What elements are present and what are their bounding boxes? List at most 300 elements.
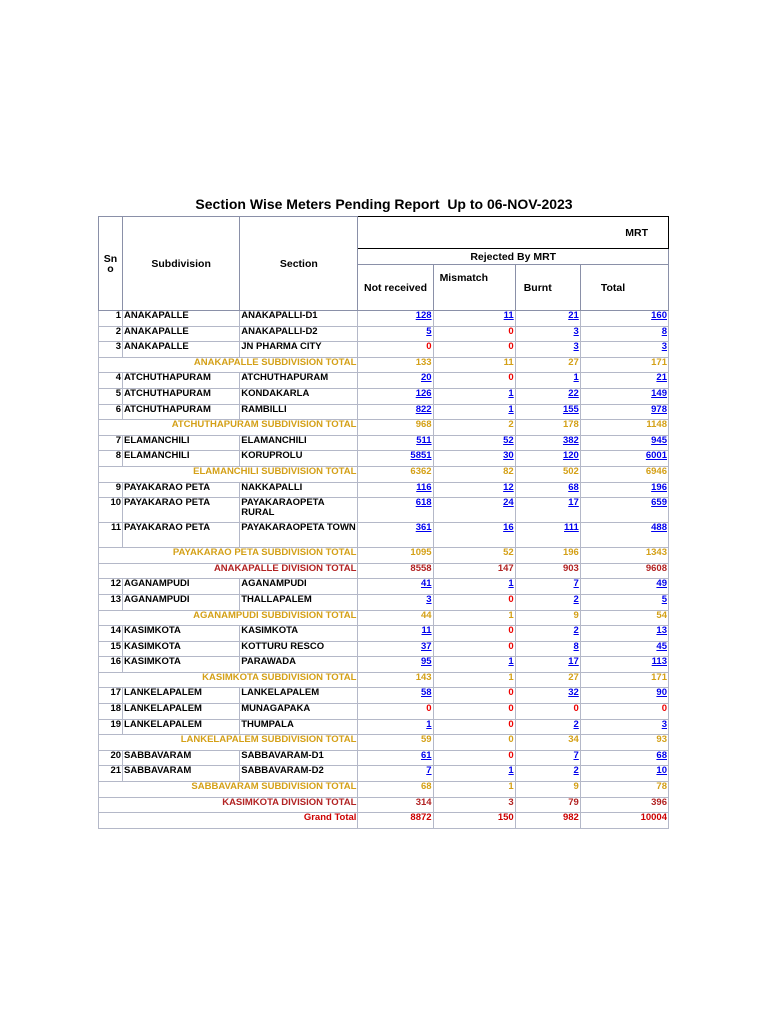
cell-not-received — [358, 342, 433, 358]
row-section: ANAKAPALLI-D2 — [240, 326, 358, 342]
total-label: Grand Total — [99, 813, 358, 829]
total-total: 1343 — [580, 548, 668, 564]
zero-value: 0 — [508, 750, 514, 761]
zero-value: 0 — [426, 703, 432, 715]
row-sno: 3 — [99, 342, 123, 358]
subdivision-total-row — [99, 672, 669, 688]
row-subdivision: ANAKAPALLE — [123, 326, 240, 342]
value-link[interactable]: 2 — [573, 719, 579, 730]
cell-mismatch — [433, 594, 515, 610]
total-label: KASIMKOTA SUBDIVISION TOTAL — [99, 672, 358, 688]
cell-total — [580, 641, 668, 657]
value-link[interactable]: 49 — [656, 578, 667, 590]
header-mrt: MRT — [358, 217, 669, 249]
table-row — [99, 766, 669, 782]
cell-mismatch — [433, 523, 515, 548]
value-link[interactable]: 120 — [562, 450, 579, 462]
cell-not-received — [358, 498, 433, 523]
value-link[interactable]: 58 — [420, 687, 432, 699]
value-link[interactable]: 382 — [562, 435, 579, 446]
total-mismatch: 150 — [433, 813, 515, 829]
row-sno: 1 — [99, 311, 123, 327]
cell-not-received — [358, 482, 433, 498]
row-subdivision: KASIMKOTA — [123, 657, 240, 673]
value-link[interactable]: 68 — [656, 750, 667, 761]
total-label: PAYAKARAO PETA SUBDIVISION TOTAL — [99, 548, 358, 564]
row-section: ELAMANCHILI — [240, 435, 358, 451]
header-mismatch: Mismatch — [433, 265, 515, 311]
row-section: KONDAKARLA — [240, 388, 358, 404]
value-link[interactable]: 32 — [568, 687, 579, 699]
row-subdivision: PAYAKARAO PETA — [123, 498, 240, 523]
value-link[interactable]: 6001 — [645, 450, 667, 462]
total-mismatch: 1 — [433, 672, 515, 688]
value-link[interactable]: 111 — [564, 522, 579, 534]
value-link[interactable]: 17 — [568, 656, 579, 668]
value-link[interactable]: 17 — [568, 497, 579, 509]
total-total: 9608 — [580, 563, 668, 579]
division-total-row — [99, 563, 669, 579]
value-link[interactable]: 11 — [503, 310, 514, 321]
cell-total — [580, 311, 668, 327]
value-link[interactable]: 45 — [656, 641, 667, 652]
cell-burnt — [515, 373, 580, 389]
cell-burnt — [515, 498, 580, 523]
report-table — [98, 216, 669, 829]
value-link[interactable]: 90 — [656, 687, 667, 699]
value-link[interactable]: 822 — [415, 404, 432, 415]
row-section: PAYAKARAOPETA RURAL — [240, 498, 358, 523]
row-subdivision: ELAMANCHILI — [123, 451, 240, 467]
row-subdivision: AGANAMPUDI — [123, 579, 240, 595]
total-not-received: 1095 — [358, 548, 433, 564]
subdivision-total-row — [99, 548, 669, 564]
value-link[interactable]: 2 — [573, 625, 579, 637]
total-total: 6946 — [580, 466, 668, 482]
value-link[interactable]: 2 — [573, 594, 579, 605]
cell-not-received — [358, 704, 433, 720]
total-burnt: 79 — [515, 797, 580, 813]
row-section: JN PHARMA CITY — [240, 342, 358, 358]
total-not-received: 59 — [358, 735, 433, 751]
cell-total — [580, 704, 668, 720]
header-burnt: Burnt — [515, 265, 580, 311]
cell-mismatch — [433, 579, 515, 595]
value-link[interactable]: 945 — [651, 435, 667, 446]
value-link[interactable]: 2 — [573, 765, 579, 777]
value-link[interactable]: 659 — [651, 497, 667, 509]
total-mismatch: 2 — [433, 420, 515, 436]
cell-burnt — [515, 704, 580, 720]
value-link[interactable]: 618 — [415, 497, 432, 509]
row-sno: 6 — [99, 404, 123, 420]
cell-total — [580, 326, 668, 342]
value-link[interactable]: 24 — [503, 497, 514, 509]
row-sno: 12 — [99, 579, 123, 595]
cell-total — [580, 373, 668, 389]
cell-burnt — [515, 311, 580, 327]
row-section: RAMBILLI — [240, 404, 358, 420]
division-total-row — [99, 797, 669, 813]
table-row — [99, 482, 669, 498]
row-section: SABBAVARAM-D1 — [240, 750, 358, 766]
row-section: PAYAKARAOPETA TOWN — [240, 523, 358, 548]
table-row — [99, 435, 669, 451]
zero-value: 0 — [508, 326, 514, 337]
total-label: ELAMANCHILI SUBDIVISION TOTAL — [99, 466, 358, 482]
value-link[interactable]: 7 — [573, 750, 579, 761]
value-link[interactable]: 5 — [426, 326, 432, 337]
cell-total — [580, 626, 668, 642]
total-not-received: 8872 — [358, 813, 433, 829]
value-link[interactable]: 155 — [562, 404, 579, 415]
cell-mismatch — [433, 326, 515, 342]
value-link[interactable]: 37 — [420, 641, 432, 652]
row-subdivision: LANKELAPALEM — [123, 704, 240, 720]
total-not-received: 68 — [358, 782, 433, 798]
row-sno: 21 — [99, 766, 123, 782]
zero-value: 0 — [508, 719, 514, 730]
cell-mismatch — [433, 766, 515, 782]
cell-mismatch — [433, 704, 515, 720]
report-title: Section Wise Meters Pending Report Up to 06-NOV-2023 — [195, 196, 573, 212]
value-link[interactable]: 126 — [415, 388, 432, 399]
cell-mismatch — [433, 688, 515, 704]
value-link[interactable]: 113 — [651, 656, 667, 668]
cell-mismatch — [433, 388, 515, 404]
row-section: KASIMKOTA — [240, 626, 358, 642]
row-sno: 16 — [99, 657, 123, 673]
cell-not-received — [358, 523, 433, 548]
value-link[interactable]: 149 — [651, 388, 667, 399]
cell-total — [580, 688, 668, 704]
row-sno: 2 — [99, 326, 123, 342]
value-link[interactable]: 22 — [568, 388, 579, 399]
cell-mismatch — [433, 657, 515, 673]
row-subdivision: ATCHUTHAPURAM — [123, 373, 240, 389]
total-not-received: 143 — [358, 672, 433, 688]
subdivision-total-row — [99, 466, 669, 482]
value-link[interactable]: 1 — [573, 372, 579, 384]
total-burnt: 34 — [515, 735, 580, 751]
cell-burnt — [515, 688, 580, 704]
total-not-received: 44 — [358, 610, 433, 626]
value-link[interactable]: 95 — [420, 656, 432, 668]
row-subdivision: LANKELAPALEM — [123, 719, 240, 735]
value-link[interactable]: 196 — [651, 482, 667, 493]
value-link[interactable]: 1 — [508, 578, 514, 590]
row-sno: 10 — [99, 498, 123, 523]
row-subdivision: AGANAMPUDI — [123, 594, 240, 610]
zero-value: 0 — [508, 372, 514, 384]
row-sno: 19 — [99, 719, 123, 735]
total-mismatch: 1 — [433, 782, 515, 798]
cell-not-received — [358, 766, 433, 782]
total-mismatch: 82 — [433, 466, 515, 482]
value-link[interactable]: 978 — [651, 404, 667, 415]
cell-not-received — [358, 451, 433, 467]
cell-mismatch — [433, 498, 515, 523]
row-section: ATCHUTHAPURAM — [240, 373, 358, 389]
value-link[interactable]: 8 — [573, 641, 579, 652]
table-row — [99, 750, 669, 766]
cell-mismatch — [433, 435, 515, 451]
header-subdivision: Subdivision — [123, 217, 240, 311]
value-link[interactable]: 5851 — [410, 450, 432, 462]
cell-mismatch — [433, 719, 515, 735]
value-link[interactable]: 5 — [661, 594, 667, 605]
value-link[interactable]: 21 — [568, 310, 579, 321]
value-link[interactable]: 128 — [415, 310, 432, 321]
cell-burnt — [515, 641, 580, 657]
value-link[interactable]: 68 — [568, 482, 579, 493]
row-section: PARAWADA — [240, 657, 358, 673]
value-link[interactable]: 13 — [656, 625, 667, 637]
total-mismatch: 3 — [433, 797, 515, 813]
value-link[interactable]: 7 — [573, 578, 579, 590]
subdivision-total-row — [99, 735, 669, 751]
total-burnt: 903 — [515, 563, 580, 579]
value-link[interactable]: 3 — [573, 341, 579, 353]
table-row — [99, 594, 669, 610]
subdivision-total-row — [99, 782, 669, 798]
total-burnt: 502 — [515, 466, 580, 482]
value-link[interactable]: 7 — [426, 765, 432, 777]
total-not-received: 8558 — [358, 563, 433, 579]
cell-not-received — [358, 435, 433, 451]
cell-mismatch — [433, 451, 515, 467]
total-total: 1148 — [580, 420, 668, 436]
cell-mismatch — [433, 404, 515, 420]
cell-mismatch — [433, 482, 515, 498]
zero-value: 0 — [661, 703, 667, 715]
cell-mismatch — [433, 342, 515, 358]
zero-value: 0 — [508, 625, 514, 637]
total-not-received: 133 — [358, 357, 433, 373]
value-link[interactable]: 1 — [426, 719, 432, 730]
cell-mismatch — [433, 626, 515, 642]
total-not-received: 314 — [358, 797, 433, 813]
table-row — [99, 311, 669, 327]
table-row — [99, 388, 669, 404]
total-not-received: 968 — [358, 420, 433, 436]
cell-mismatch — [433, 641, 515, 657]
cell-total — [580, 482, 668, 498]
total-label: AGANAMPUDI SUBDIVISION TOTAL — [99, 610, 358, 626]
total-mismatch: 147 — [433, 563, 515, 579]
row-sno: 9 — [99, 482, 123, 498]
total-label: ANAKAPALLE DIVISION TOTAL — [99, 563, 358, 579]
zero-value: 0 — [508, 703, 514, 715]
cell-not-received — [358, 750, 433, 766]
cell-not-received — [358, 311, 433, 327]
header-not-received: Not received — [358, 265, 433, 311]
table-row — [99, 498, 669, 523]
cell-burnt — [515, 342, 580, 358]
table-row — [99, 626, 669, 642]
total-mismatch: 1 — [433, 610, 515, 626]
row-section: SABBAVARAM-D2 — [240, 766, 358, 782]
cell-not-received — [358, 594, 433, 610]
subdivision-total-row — [99, 357, 669, 373]
table-row — [99, 657, 669, 673]
value-link[interactable]: 41 — [420, 578, 432, 590]
value-link[interactable]: 3 — [426, 594, 432, 605]
value-link[interactable]: 1 — [508, 404, 514, 415]
cell-total — [580, 594, 668, 610]
row-section: KORUPROLU — [240, 451, 358, 467]
cell-burnt — [515, 719, 580, 735]
value-link[interactable]: 1 — [508, 656, 514, 668]
subdivision-total-row — [99, 610, 669, 626]
row-subdivision: ATCHUTHAPURAM — [123, 388, 240, 404]
table-row — [99, 451, 669, 467]
value-link[interactable]: 61 — [420, 750, 432, 761]
total-mismatch: 52 — [433, 548, 515, 564]
total-mismatch: 0 — [433, 735, 515, 751]
header-total: Total — [580, 265, 668, 311]
cell-burnt — [515, 326, 580, 342]
cell-total — [580, 523, 668, 548]
table-row — [99, 523, 669, 548]
grand-total-row — [99, 813, 669, 829]
total-label: SABBAVARAM SUBDIVISION TOTAL — [99, 782, 358, 798]
cell-not-received — [358, 719, 433, 735]
value-link[interactable]: 3 — [661, 719, 667, 730]
cell-burnt — [515, 451, 580, 467]
total-total: 396 — [580, 797, 668, 813]
cell-not-received — [358, 388, 433, 404]
total-total: 10004 — [580, 813, 668, 829]
cell-total — [580, 750, 668, 766]
table-row — [99, 373, 669, 389]
cell-total — [580, 451, 668, 467]
cell-not-received — [358, 373, 433, 389]
cell-burnt — [515, 750, 580, 766]
header-section: Section — [240, 217, 358, 311]
total-total: 78 — [580, 782, 668, 798]
row-section: KOTTURU RESCO — [240, 641, 358, 657]
row-section: ANAKAPALLI-D1 — [240, 311, 358, 327]
table-row — [99, 688, 669, 704]
cell-total — [580, 719, 668, 735]
total-burnt: 982 — [515, 813, 580, 829]
cell-not-received — [358, 579, 433, 595]
row-subdivision: ATCHUTHAPURAM — [123, 404, 240, 420]
cell-not-received — [358, 641, 433, 657]
row-sno: 13 — [99, 594, 123, 610]
value-link[interactable]: 3 — [573, 326, 579, 337]
row-subdivision: PAYAKARAO PETA — [123, 523, 240, 548]
table-row — [99, 719, 669, 735]
row-subdivision: ANAKAPALLE — [123, 311, 240, 327]
header-rejected-by-mrt: Rejected By MRT — [358, 249, 669, 265]
row-sno: 14 — [99, 626, 123, 642]
cell-total — [580, 404, 668, 420]
row-sno: 11 — [99, 523, 123, 548]
total-burnt: 9 — [515, 782, 580, 798]
cell-total — [580, 435, 668, 451]
cell-burnt — [515, 388, 580, 404]
value-link[interactable]: 3 — [661, 341, 667, 353]
value-link[interactable]: 361 — [415, 522, 432, 534]
total-total: 171 — [580, 357, 668, 373]
cell-total — [580, 342, 668, 358]
value-link[interactable]: 16 — [503, 522, 514, 534]
row-subdivision: KASIMKOTA — [123, 641, 240, 657]
cell-total — [580, 766, 668, 782]
total-not-received: 6362 — [358, 466, 433, 482]
cell-total — [580, 579, 668, 595]
zero-value: 0 — [508, 687, 514, 699]
cell-total — [580, 388, 668, 404]
cell-burnt — [515, 766, 580, 782]
value-link[interactable]: 52 — [503, 435, 514, 446]
row-subdivision: KASIMKOTA — [123, 626, 240, 642]
row-sno: 4 — [99, 373, 123, 389]
row-subdivision: LANKELAPALEM — [123, 688, 240, 704]
total-burnt: 196 — [515, 548, 580, 564]
cell-burnt — [515, 404, 580, 420]
value-link[interactable]: 8 — [661, 326, 667, 337]
subdivision-total-row — [99, 420, 669, 436]
total-burnt: 178 — [515, 420, 580, 436]
value-link[interactable]: 511 — [416, 435, 432, 446]
value-link[interactable]: 1 — [508, 765, 514, 777]
total-total: 171 — [580, 672, 668, 688]
row-section: AGANAMPUDI — [240, 579, 358, 595]
zero-value: 0 — [508, 641, 514, 652]
header-sno: Sn o — [99, 217, 123, 311]
report-body — [99, 311, 669, 829]
row-subdivision: ANAKAPALLE — [123, 342, 240, 358]
table-row — [99, 326, 669, 342]
table-row — [99, 404, 669, 420]
cell-burnt — [515, 523, 580, 548]
row-sno: 8 — [99, 451, 123, 467]
cell-not-received — [358, 688, 433, 704]
total-burnt: 27 — [515, 672, 580, 688]
total-label: LANKELAPALEM SUBDIVISION TOTAL — [99, 735, 358, 751]
cell-mismatch — [433, 750, 515, 766]
value-link[interactable]: 11 — [421, 625, 432, 637]
value-link[interactable]: 30 — [503, 450, 514, 462]
value-link[interactable]: 12 — [503, 482, 514, 493]
cell-burnt — [515, 594, 580, 610]
row-section: NAKKAPALLI — [240, 482, 358, 498]
cell-mismatch — [433, 373, 515, 389]
total-label: ANAKAPALLE SUBDIVISION TOTAL — [99, 357, 358, 373]
row-sno: 17 — [99, 688, 123, 704]
value-link[interactable]: 10 — [656, 765, 667, 777]
cell-mismatch — [433, 311, 515, 327]
row-section: THALLAPALEM — [240, 594, 358, 610]
table-row — [99, 704, 669, 720]
value-link[interactable]: 160 — [651, 310, 667, 321]
row-subdivision: SABBAVARAM — [123, 766, 240, 782]
value-link[interactable]: 116 — [416, 482, 432, 493]
zero-value: 0 — [426, 341, 432, 353]
cell-burnt — [515, 657, 580, 673]
cell-burnt — [515, 626, 580, 642]
row-subdivision: SABBAVARAM — [123, 750, 240, 766]
cell-not-received — [358, 657, 433, 673]
value-link[interactable]: 1 — [508, 388, 514, 399]
value-link[interactable]: 20 — [420, 372, 432, 384]
value-link[interactable]: 488 — [651, 522, 667, 534]
row-sno: 7 — [99, 435, 123, 451]
value-link[interactable]: 21 — [656, 372, 667, 384]
